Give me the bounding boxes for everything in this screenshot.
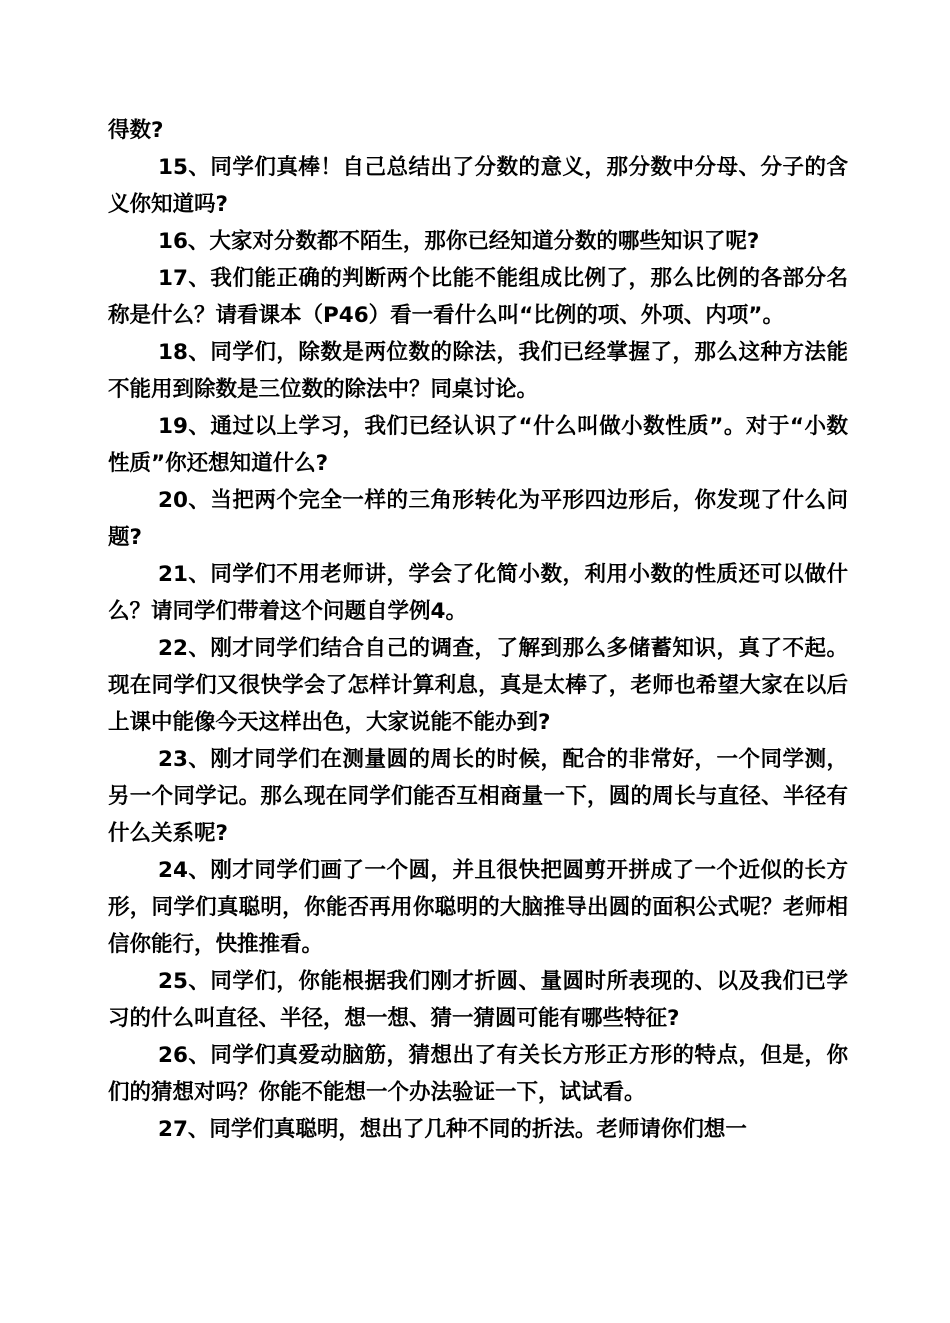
paragraph-question-25: 25、同学们，你能根据我们刚才折圆、量圆时所表现的、以及我们已学习的什么叫直径、半径，想一想、猜一猜圆可能有哪些特征?	[108, 969, 848, 1031]
paragraph-question-19: 19、通过以上学习，我们已经认识了“什么叫做小数性质”。对于“小数性质”你还想知道什么?	[108, 414, 848, 476]
paragraph-question-23: 23、刚才同学们在测量圆的周长的时候，配合的非常好，一个同学测，另一个同学记。那么现在同学们能否互相商量一下，圆的周长与直径、半径有什么关系呢?	[108, 747, 848, 846]
document-body	[108, 112, 848, 1148]
paragraph-question-21: 21、同学们不用老师讲，学会了化简小数，利用小数的性质还可以做什么？请同学们带着这个问题自学例4。	[108, 562, 848, 624]
paragraph-question-16: 16、大家对分数都不陌生，那你已经知道分数的哪些知识了呢?	[158, 229, 760, 254]
paragraph-question-27: 27、同学们真聪明，想出了几种不同的折法。老师请你们想一	[158, 1117, 747, 1142]
paragraph-question-26: 26、同学们真爱动脑筋，猜想出了有关长方形正方形的特点，但是，你们的猜想对吗？你能不能想一个办法验证一下，试试看。	[108, 1043, 848, 1105]
paragraph-continuation: 得数?	[108, 118, 164, 143]
paragraph-question-18: 18、同学们，除数是两位数的除法，我们已经掌握了，那么这种方法能不能用到除数是三位数的除法中？同桌讨论。	[108, 340, 848, 402]
paragraph-question-24: 24、刚才同学们画了一个圆，并且很快把圆剪开拼成了一个近似的长方形，同学们真聪明，你能否再用你聪明的大脑推导出圆的面积公式呢？老师相信你能行，快推推看。	[108, 858, 848, 957]
paragraph-question-20: 20、当把两个完全一样的三角形转化为平形四边形后，你发现了什么问题?	[108, 488, 848, 550]
paragraph-question-15: 15、同学们真棒！自己总结出了分数的意义，那分数中分母、分子的含义你知道吗?	[108, 155, 848, 217]
paragraph-question-17: 17、我们能正确的判断两个比能不能组成比例了，那么比例的各部分名称是什么？请看课本（P46）看一看什么叫“比例的项、外项、内项”。	[108, 266, 848, 328]
paragraph-question-22: 22、刚才同学们结合自己的调查，了解到那么多储蓄知识，真了不起。现在同学们又很快学会了怎样计算利息，真是太棒了，老师也希望大家在以后上课中能像今天这样出色，大家说能不能办到?	[108, 636, 848, 735]
